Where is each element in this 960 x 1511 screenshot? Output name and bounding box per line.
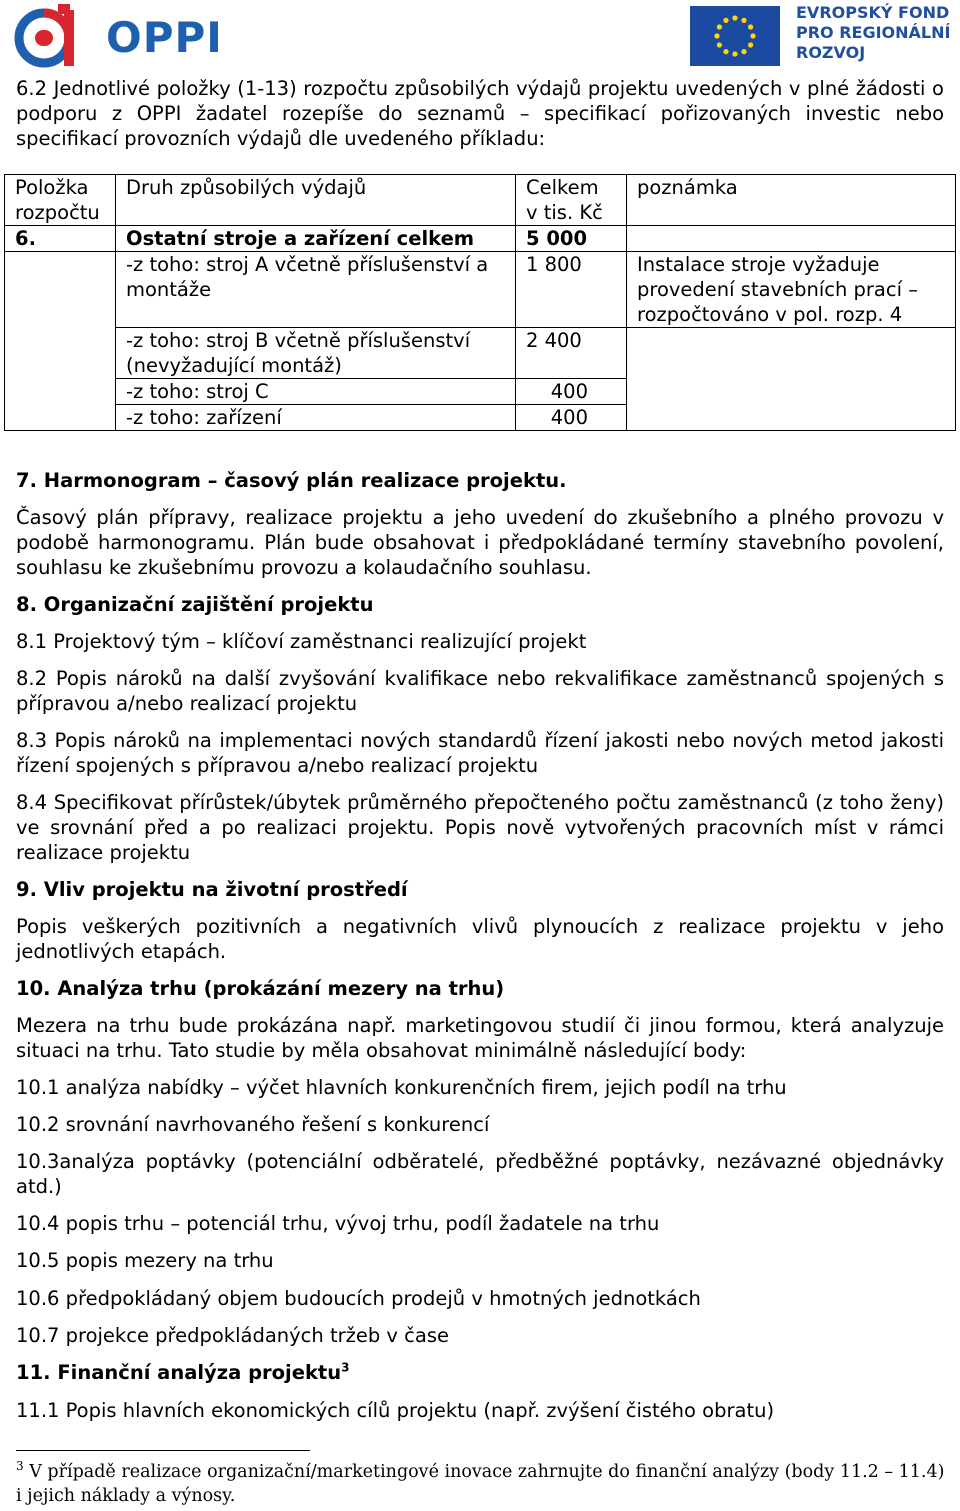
section-10-item: 10.7 projekce předpokládaných tržeb v čase (16, 1324, 449, 1347)
section-7-body: Časový plán přípravy, realizace projektu a jeho uvedení do zkušebního a plného provozu v podobě harmonogramu. Plán bude obsahovat i předpokládané termíny stavebního povolení, souhlasu ke zkušebnímu provozu a kolaudačního souhlasu. (16, 506, 944, 579)
section-11-heading (16, 1360, 944, 1385)
section-8-1: 8.1 Projektový tým – klíčoví zaměstnanci realizující projekt (16, 630, 587, 653)
section-11-heading-text: 11. Finanční analýza projektu (16, 1361, 342, 1384)
cell-druh: -z toho: stroj B včetně příslušenství (nevyžadující montáž) (116, 328, 516, 379)
section-10-item: 10.2 srovnání navrhovaného řešení s konkurencí (16, 1113, 490, 1136)
footnote-divider (16, 1450, 310, 1451)
section-10-body: Mezera na trhu bude prokázána např. marketingovou studií či jinou formou, která analyzuje situaci na trhu. Tato studie by měla obsahovat minimálně následující body: (16, 1014, 944, 1062)
table-total-row (5, 226, 956, 252)
eu-flag-icon (690, 6, 780, 66)
section-10-heading: 10. Analýza trhu (prokázání mezery na trhu) (16, 977, 505, 1000)
cell-celkem: 400 (516, 379, 627, 405)
section-11-1: 11.1 Popis hlavních ekonomických cílů projektu (např. zvýšení čistého obratu) (16, 1399, 775, 1422)
cell-poznamka (627, 226, 956, 252)
footnote-text: V případě realizace organizační/marketingové inovace zahrnujte do finanční analýzy (body 11.2 – 11.4) i jejich náklady a výnosy. (16, 1462, 945, 1506)
oppi-logo-icon (14, 4, 84, 68)
intro-6-2: 6.2 Jednotlivé položky (1-13) rozpočtu způsobilých výdajů projektu uvedených v plné žádosti o podporu z OPPI žadatel rozepíše do seznamů – specifikací pořizovaných investic nebo specifikací provozních výdajů dle uvedeného příkladu: (16, 77, 944, 150)
section-8-2: 8.2 Popis nároků na další zvyšování kvalifikace nebo rekvalifikace zaměstnanců spojených s přípravou a/nebo realizací projektu (16, 667, 944, 715)
cell-polozka: 6. (5, 226, 116, 252)
cell-celkem: 5 000 (516, 226, 627, 252)
footnote-number: 3 (16, 1459, 24, 1474)
header-celkem: Celkem v tis. Kč (516, 175, 627, 226)
section-8-heading: 8. Organizační zajištění projektu (16, 593, 374, 616)
eu-fund-line: PRO REGIONÁLNÍ (796, 23, 951, 42)
header-polozka: Položka rozpočtu (5, 175, 116, 226)
header-poznamka: poznámka (627, 175, 956, 226)
cell-druh: -z toho: stroj A včetně příslušenství a montáže (116, 252, 516, 328)
section-8-3: 8.3 Popis nároků na implementaci nových standardů řízení jakosti nebo nových metod jakosti řízení spojených s přípravou a/nebo realizací projektu (16, 729, 944, 777)
section-9-body: Popis veškerých pozitivních a negativních vlivů plynoucích z realizace projektu v jeho jednotlivých etapách. (16, 915, 944, 963)
section-10-item: 10.1 analýza nabídky – výčet hlavních konkurenčních firem, jejich podíl na trhu (16, 1076, 787, 1099)
table-row (5, 328, 956, 379)
oppi-logo (14, 4, 224, 68)
section-7-heading: 7. Harmonogram – časový plán realizace projektu. (16, 469, 567, 492)
header-druh: Druh způsobilých výdajů (116, 175, 516, 226)
table-header-row (5, 175, 956, 226)
footnote-ref: 3 (341, 1360, 350, 1375)
eu-fund-text (796, 3, 956, 63)
cell-poznamka: Instalace stroje vyžaduje provedení stavebních prací – rozpočtováno v pol. rozp. 4 (627, 252, 956, 328)
section-8-4: 8.4 Specifikovat přírůstek/úbytek průměrného přepočteného počtu zaměstnanců (z toho ženy) ve srovnání před a po realizaci projektu. Popis nově vytvořených pracovních míst v rámci realizace projektu (16, 791, 944, 864)
section-10-item: 10.3analýza poptávky (potenciální odběratelé, předběžné poptávky, nezávazné objednávky atd.) (16, 1150, 944, 1198)
cell-druh: Ostatní stroje a zařízení celkem (116, 226, 516, 252)
cell-celkem: 400 (516, 405, 627, 431)
section-10-item: 10.4 popis trhu – potenciál trhu, vývoj trhu, podíl žadatele na trhu (16, 1212, 660, 1235)
cell-celkem: 1 800 (516, 252, 627, 328)
cell-poznamka (627, 328, 956, 431)
page-header (0, 0, 960, 70)
section-10-item: 10.5 popis mezery na trhu (16, 1249, 274, 1272)
cell-polozka-empty (5, 252, 116, 431)
cell-celkem: 2 400 (516, 328, 627, 379)
budget-table (4, 174, 956, 431)
cell-druh: -z toho: stroj C (116, 379, 516, 405)
section-10-item: 10.6 předpokládaný objem budoucích prodejů v hmotných jednotkách (16, 1287, 701, 1310)
eu-fund-line: EVROPSKÝ FOND (796, 3, 950, 22)
table-row (5, 252, 956, 328)
section-9-heading: 9. Vliv projektu na životní prostředí (16, 878, 408, 901)
oppi-logo-text: OPPI (106, 13, 223, 62)
footnote (16, 1460, 946, 1508)
eu-fund-line: ROZVOJ (796, 43, 866, 62)
cell-druh: -z toho: zařízení (116, 405, 516, 431)
